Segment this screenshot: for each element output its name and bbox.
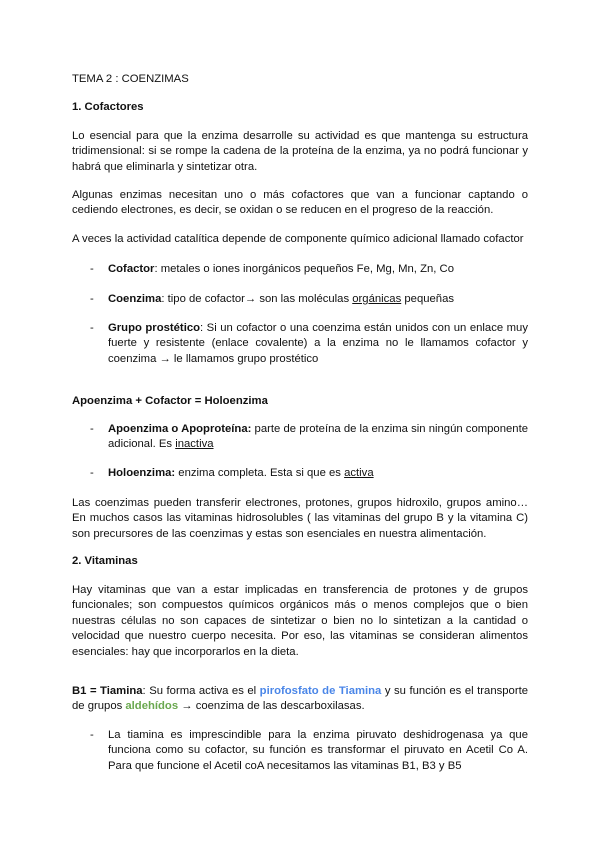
underlined-organicas: orgánicas — [352, 293, 402, 305]
b1-text-1: : Su forma activa es el — [142, 685, 260, 697]
def-cofactor: : metales o iones inorgánicos pequeños Fe, Mg, Mn, Zn, Co — [154, 263, 454, 275]
bullet-dash: - — [90, 322, 94, 334]
bullet-dash: - — [90, 729, 94, 741]
highlight-aldehidos: aldehídos — [125, 700, 179, 713]
paragraph-coenzimas: Las coenzimas pueden transferir electrones, protones, grupos hidroxilo, grupos amino… En muchos casos las vitaminas hidrosolubles ( las vitaminas del grupo B y la vitamina C) son precursores de las coenzimas y estas son esenciales en nuestra alimentación. — [72, 497, 528, 540]
def-holoenzima: enzima completa. Esta si que es — [175, 467, 345, 479]
paragraph-essential: Lo esencial para que la enzima desarrolle su actividad es que mantenga su estructura tridimensional: si se rompe la cadena de la proteína de la enzima, ya no podrá funcionar y habrá que eliminarla y sintetizar otra. — [72, 130, 528, 173]
highlight-pirofosfato: pirofosfato de Tiamina — [259, 685, 382, 697]
tiamina-item-text: La tiamina es imprescindible para la enzima piruvato deshidrogenasa ya que funciona como su cofactor, su función es transformar el piruvato en Acetil Co A. Para que funcione el Acetil coA necesitamos las vitaminas B1, B3 y B5 — [108, 729, 528, 772]
term-b1-tiamina: B1 = Tiamina — [72, 685, 143, 697]
paragraph-vitaminas: Hay vitaminas que van a estar implicadas en transferencia de protones y de grupos funcionales; son compuestos químicos orgánicos más o menos complejos que o bien nuestras células no son capaces de sintetizar o bien no lo sintetizan a la cantidad o velocidad que nuestro cuerpo necesita. Por eso, las vitaminas se consideran alimentos esenciales: hay que incorporarlos en la dieta. — [72, 584, 528, 658]
term-cofactor: Cofactor — [108, 263, 155, 275]
b1-text-2: y su función es el transporte de grupos — [72, 685, 529, 713]
bullet-dash: - — [90, 423, 94, 435]
term-apoenzima: Apoenzima o Apoproteína: — [108, 423, 252, 435]
b1-text-3: → coenzima de las descarboxilasas. — [178, 700, 365, 713]
def-apoenzima: parte de proteína de la enzima sin ningún componente adicional. Es — [108, 423, 528, 451]
term-holoenzima: Holoenzima: — [108, 467, 176, 479]
paragraph-cofactors: Algunas enzimas necesitan uno o más cofactores que van a funcionar captando o cediendo electrones, es decir, se oxidan o se reducen en el progreso de la reacción. — [72, 189, 528, 217]
bullet-dash: - — [90, 263, 94, 275]
def-coenzima-post: pequeñas — [401, 293, 455, 305]
equation-holoenzima: Apoenzima + Cofactor = Holoenzima — [72, 395, 268, 407]
section-1-heading: 1. Cofactores — [72, 101, 144, 113]
underlined-activa: activa — [344, 467, 374, 479]
paragraph-b1-tiamina — [72, 684, 528, 715]
term-coenzima: Coenzima — [108, 293, 162, 305]
paragraph-catalytic: A veces la actividad catalítica depende de componente químico adicional llamado cofactor — [72, 233, 524, 245]
document-title: TEMA 2 : COENZIMAS — [72, 73, 189, 85]
underlined-inactiva: inactiva — [175, 438, 214, 451]
section-2-heading: 2. Vitaminas — [72, 555, 138, 567]
bullet-dash: - — [90, 293, 94, 305]
def-coenzima-pre: : tipo de cofactor→ son las moléculas — [161, 293, 353, 305]
def-grupo-prostetico: : Si un cofactor o una coenzima están unidos con un enlace muy fuerte y resistente (enlace covalente) a la enzima no le llamamos cofactor y coenzima → le llamamos grupo prostético — [108, 322, 528, 365]
term-grupo-prostetico: Grupo prostético — [108, 322, 201, 334]
bullet-dash: - — [90, 467, 94, 479]
